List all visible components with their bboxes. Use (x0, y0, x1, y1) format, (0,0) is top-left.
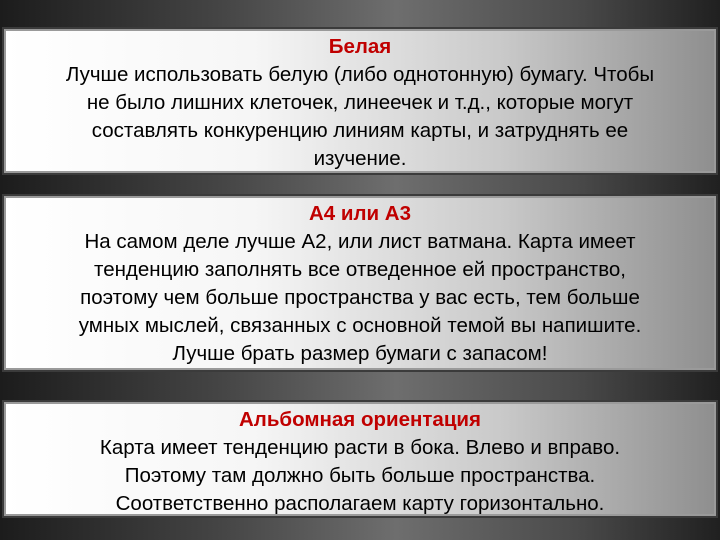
section-text-line: изучение. (313, 147, 407, 170)
section-white-paper (2, 27, 718, 175)
section-heading: Альбомная ориентация (239, 408, 481, 431)
section-heading: А4 или А3 (308, 202, 412, 225)
section-text-line: умных мыслей, связанных с основной темой вы напишите. (78, 314, 642, 337)
section-text-line: Лучше брать размер бумаги с запасом! (172, 342, 548, 365)
section-text-line: поэтому чем больше пространства у вас есть, тем больше (80, 286, 640, 309)
section-text-line: Соответственно располагаем карту горизонтально. (115, 492, 605, 515)
section-text-line: Лучше использовать белую (либо однотонную) бумагу. Чтобы (65, 63, 655, 86)
section-text-line: не было лишних клеточек, линеечек и т.д., которые могут (86, 91, 634, 114)
section-text-line: На самом деле лучше А2, или лист ватмана. Карта имеет (84, 230, 636, 253)
section-paper-size (2, 194, 718, 372)
section-text-line: Поэтому там должно быть больше пространства. (124, 464, 596, 487)
section-landscape-orientation (2, 400, 718, 518)
section-text-line: составлять конкуренцию линиям карты, и затруднять ее (91, 119, 629, 142)
section-text-line: Карта имеет тенденцию расти в бока. Влево и вправо. (99, 436, 621, 459)
section-text-line: тенденцию заполнять все отведенное ей пространство, (94, 258, 626, 281)
section-heading: Белая (328, 35, 392, 58)
